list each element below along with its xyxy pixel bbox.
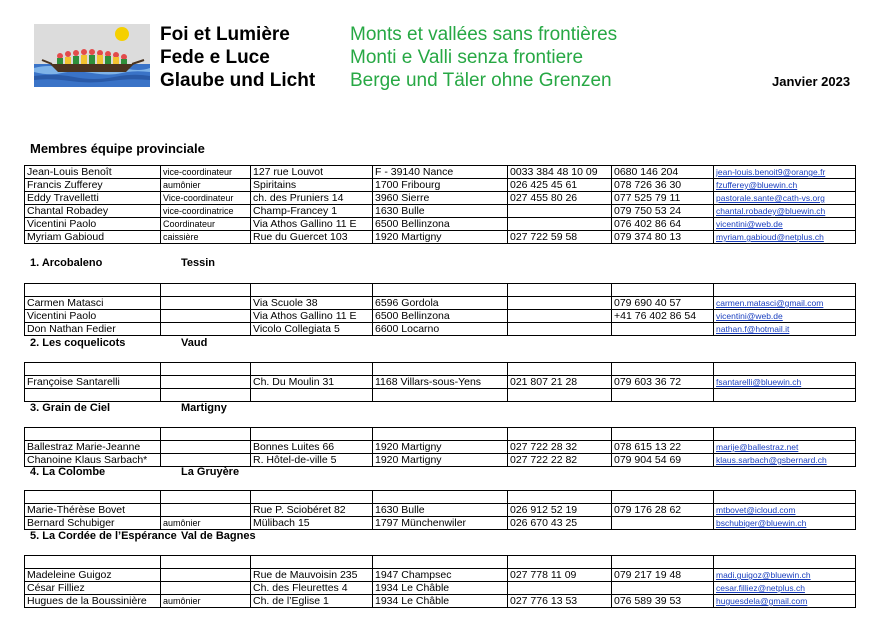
name-cell <box>25 428 161 441</box>
group-region: Martigny <box>181 402 227 414</box>
phone-cell <box>508 205 612 218</box>
email-cell[interactable]: jean-louis.benoit9@orange.fr <box>714 166 856 179</box>
mobile-cell <box>612 284 714 297</box>
address-cell: Champ-Francey 1 <box>251 205 373 218</box>
address-cell: Via Scuole 38 <box>251 297 373 310</box>
city-cell: 1920 Martigny <box>373 231 508 244</box>
name-cell <box>25 284 161 297</box>
table-row-blank <box>25 428 856 441</box>
group-name: 4. La Colombe <box>30 466 106 478</box>
role-cell: aumônier <box>161 595 251 608</box>
phone-cell <box>508 310 612 323</box>
email-cell[interactable]: vicentini@web.de <box>714 310 856 323</box>
motto-it: Monti e Valli senza frontiere <box>350 47 584 68</box>
table-row <box>25 323 856 336</box>
name-cell: Vicentini Paolo <box>25 218 161 231</box>
phone-cell: 026 670 43 25 <box>508 517 612 530</box>
mobile-cell: 079 690 40 57 <box>612 297 714 310</box>
role-cell: vice-coordinatrice <box>161 205 251 218</box>
role-cell <box>161 569 251 582</box>
table-row <box>25 569 856 582</box>
role-cell <box>161 297 251 310</box>
mobile-cell: 079 217 19 48 <box>612 569 714 582</box>
table-row <box>25 310 856 323</box>
table-row <box>25 441 856 454</box>
city-cell: 6500 Bellinzona <box>373 310 508 323</box>
address-cell <box>251 389 373 402</box>
phone-cell: 027 722 22 82 <box>508 454 612 467</box>
phone-cell <box>508 389 612 402</box>
address-cell <box>251 428 373 441</box>
name-cell: Ballestraz Marie-Jeanne <box>25 441 161 454</box>
role-cell: caissière <box>161 231 251 244</box>
group-heading <box>30 337 208 349</box>
email-cell <box>714 284 856 297</box>
role-cell: Vice-coordinateur <box>161 192 251 205</box>
address-cell <box>251 284 373 297</box>
email-cell <box>714 389 856 402</box>
address-cell: 127 rue Louvot <box>251 166 373 179</box>
mobile-cell <box>612 582 714 595</box>
group-name: 2. Les coquelicots <box>30 337 126 349</box>
email-cell[interactable]: nathan.f@hotmail.it <box>714 323 856 336</box>
mobile-cell: 076 402 86 64 <box>612 218 714 231</box>
city-cell <box>373 556 508 569</box>
mobile-cell <box>612 389 714 402</box>
role-cell: aumônier <box>161 179 251 192</box>
mobile-cell: 077 525 79 11 <box>612 192 714 205</box>
group-table <box>24 555 856 608</box>
email-cell <box>714 556 856 569</box>
email-cell[interactable]: chantal.robadey@bluewin.ch <box>714 205 856 218</box>
city-cell: 1630 Bulle <box>373 504 508 517</box>
city-cell: 1797 Münchenwiler <box>373 517 508 530</box>
address-cell: Rue de Mauvoisin 235 <box>251 569 373 582</box>
city-cell: 6596 Gordola <box>373 297 508 310</box>
city-cell: 1934 Le Châble <box>373 582 508 595</box>
table-row-blank <box>25 363 856 376</box>
table-row <box>25 582 856 595</box>
email-cell <box>714 363 856 376</box>
table-row <box>25 192 856 205</box>
table-row <box>25 218 856 231</box>
phone-cell: 027 455 80 26 <box>508 192 612 205</box>
org-name-fr: Foi et Lumière <box>160 24 290 45</box>
mobile-cell: +41 76 402 86 54 <box>612 310 714 323</box>
city-cell <box>373 491 508 504</box>
group-region: Val de Bagnes <box>181 530 256 542</box>
address-cell: Via Athos Gallino 11 E <box>251 218 373 231</box>
name-cell: Francis Zufferey <box>25 179 161 192</box>
mobile-cell <box>612 556 714 569</box>
phone-cell <box>508 582 612 595</box>
group-region: Vaud <box>181 337 208 349</box>
name-cell: Jean-Louis Benoît <box>25 166 161 179</box>
city-cell: 6600 Locarno <box>373 323 508 336</box>
address-cell: Mülibach 15 <box>251 517 373 530</box>
city-cell: 1630 Bulle <box>373 205 508 218</box>
group-region: La Gruyère <box>181 466 240 478</box>
address-cell: Ch. de l’Eglise 1 <box>251 595 373 608</box>
email-cell[interactable]: bschubiger@bluewin.ch <box>714 517 856 530</box>
email-cell[interactable]: vicentini@web.de <box>714 218 856 231</box>
address-cell: Vicolo Collegiata 5 <box>251 323 373 336</box>
role-cell <box>161 491 251 504</box>
mobile-cell: 078 726 36 30 <box>612 179 714 192</box>
name-cell: Myriam Gabioud <box>25 231 161 244</box>
phone-cell: 026 425 45 61 <box>508 179 612 192</box>
city-cell: 1700 Fribourg <box>373 179 508 192</box>
role-cell: aumônier <box>161 517 251 530</box>
name-cell <box>25 556 161 569</box>
role-cell <box>161 389 251 402</box>
name-cell: Don Nathan Fedier <box>25 323 161 336</box>
mobile-cell: 078 615 13 22 <box>612 441 714 454</box>
name-cell: Marie-Thérèse Bovet <box>25 504 161 517</box>
mobile-cell: 079 603 36 72 <box>612 376 714 389</box>
city-cell <box>373 389 508 402</box>
role-cell <box>161 284 251 297</box>
name-cell <box>25 491 161 504</box>
role-cell <box>161 454 251 467</box>
address-cell: Rue du Guercet 103 <box>251 231 373 244</box>
group-heading <box>30 466 240 478</box>
name-cell: Vicentini Paolo <box>25 310 161 323</box>
address-cell <box>251 491 373 504</box>
foi-et-lumiere-logo <box>34 24 150 87</box>
provincial-team-table <box>24 165 856 244</box>
address-cell: Spiritains <box>251 179 373 192</box>
role-cell <box>161 376 251 389</box>
organization-names <box>160 23 315 92</box>
email-cell[interactable]: mtbovet@icloud.com <box>714 504 856 517</box>
city-cell: 1920 Martigny <box>373 441 508 454</box>
mobile-cell <box>612 517 714 530</box>
email-cell[interactable]: myriam.gabioud@netplus.ch <box>714 231 856 244</box>
address-cell: Bonnes Luites 66 <box>251 441 373 454</box>
address-cell: Ch. des Fleurettes 4 <box>251 582 373 595</box>
mobile-cell: 079 904 54 69 <box>612 454 714 467</box>
mobile-cell <box>612 491 714 504</box>
mobile-cell: 079 750 53 24 <box>612 205 714 218</box>
city-cell: 3960 Sierre <box>373 192 508 205</box>
phone-cell: 027 778 11 09 <box>508 569 612 582</box>
city-cell: F - 39140 Nance <box>373 166 508 179</box>
email-cell <box>714 428 856 441</box>
table-row <box>25 595 856 608</box>
name-cell: César Filliez <box>25 582 161 595</box>
org-name-it: Fede e Luce <box>160 47 270 68</box>
table-row <box>25 166 856 179</box>
city-cell: 1920 Martigny <box>373 454 508 467</box>
phone-cell: 021 807 21 28 <box>508 376 612 389</box>
mobile-cell: 076 589 39 53 <box>612 595 714 608</box>
table-row-blank <box>25 389 856 402</box>
email-cell[interactable]: klaus.sarbach@gsbernard.ch <box>714 454 856 467</box>
role-cell <box>161 582 251 595</box>
phone-cell: 027 722 28 32 <box>508 441 612 454</box>
motto-fr: Monts et vallées sans frontières <box>350 24 618 45</box>
table-row <box>25 231 856 244</box>
name-cell <box>25 389 161 402</box>
table-row <box>25 205 856 218</box>
phone-cell: 027 722 59 58 <box>508 231 612 244</box>
province-motto <box>350 23 617 92</box>
address-cell <box>251 556 373 569</box>
city-cell: 6500 Bellinzona <box>373 218 508 231</box>
email-cell[interactable]: marije@ballestraz.net <box>714 441 856 454</box>
table-row <box>25 179 856 192</box>
city-cell: 1947 Champsec <box>373 569 508 582</box>
address-cell: Via Athos Gallino 11 E <box>251 310 373 323</box>
role-cell: vice-coordinateur <box>161 166 251 179</box>
group-heading <box>30 402 227 414</box>
group-heading <box>30 257 216 269</box>
provincial-team-title: Membres équipe provinciale <box>30 141 205 156</box>
name-cell <box>25 363 161 376</box>
city-cell <box>373 284 508 297</box>
table-row-blank <box>25 556 856 569</box>
group-name: 3. Grain de Ciel <box>30 402 111 414</box>
address-cell: Ch. Du Moulin 31 <box>251 376 373 389</box>
table-row <box>25 517 856 530</box>
city-cell: 1168 Villars-sous-Yens <box>373 376 508 389</box>
mobile-cell: 079 374 80 13 <box>612 231 714 244</box>
phone-cell <box>508 284 612 297</box>
table-row-blank <box>25 284 856 297</box>
mobile-cell <box>612 323 714 336</box>
phone-cell: 0033 384 48 10 09 <box>508 166 612 179</box>
address-cell: Rue P. Sciobéret 82 <box>251 504 373 517</box>
motto-de: Berge und Täler ohne Grenzen <box>350 70 612 91</box>
phone-cell <box>508 556 612 569</box>
address-cell: R. Hôtel-de-ville 5 <box>251 454 373 467</box>
table-row <box>25 504 856 517</box>
group-region: Tessin <box>181 257 216 269</box>
name-cell: Madeleine Guigoz <box>25 569 161 582</box>
mobile-cell <box>612 363 714 376</box>
group-table <box>24 283 856 336</box>
table-row <box>25 376 856 389</box>
role-cell <box>161 504 251 517</box>
group-name: 5. La Cordée de l’Espérance <box>30 530 177 542</box>
table-row-blank <box>25 491 856 504</box>
document-date: Janvier 2023 <box>772 74 851 89</box>
phone-cell <box>508 363 612 376</box>
mobile-cell <box>612 428 714 441</box>
group-name: 1. Arcobaleno <box>30 257 103 269</box>
table-row <box>25 297 856 310</box>
email-cell[interactable]: huguesdela@gmail.com <box>714 595 856 608</box>
group-table <box>24 427 856 467</box>
name-cell: Eddy Travelletti <box>25 192 161 205</box>
email-cell[interactable]: cesar.filliez@netplus.ch <box>714 582 856 595</box>
email-cell <box>714 491 856 504</box>
name-cell: Bernard Schubiger <box>25 517 161 530</box>
name-cell: Hugues de la Boussinière <box>25 595 161 608</box>
name-cell: Chantal Robadey <box>25 205 161 218</box>
group-table <box>24 362 856 402</box>
group-table <box>24 490 856 530</box>
email-cell[interactable]: fzufferey@bluewin.ch <box>714 179 856 192</box>
email-cell[interactable]: carmen.matasci@gmail.com <box>714 297 856 310</box>
role-cell <box>161 310 251 323</box>
role-cell <box>161 428 251 441</box>
email-cell[interactable]: madi.guigoz@bluewin.ch <box>714 569 856 582</box>
phone-cell <box>508 297 612 310</box>
address-cell: ch. des Pruniers 14 <box>251 192 373 205</box>
name-cell: Françoise Santarelli <box>25 376 161 389</box>
email-cell[interactable]: pastorale.sante@cath-vs.org <box>714 192 856 205</box>
name-cell: Carmen Matasci <box>25 297 161 310</box>
address-cell <box>251 363 373 376</box>
phone-cell <box>508 428 612 441</box>
role-cell <box>161 441 251 454</box>
city-cell <box>373 428 508 441</box>
email-cell[interactable]: fsantarelli@bluewin.ch <box>714 376 856 389</box>
role-cell <box>161 556 251 569</box>
phone-cell: 026 912 52 19 <box>508 504 612 517</box>
role-cell <box>161 363 251 376</box>
city-cell <box>373 363 508 376</box>
phone-cell <box>508 218 612 231</box>
group-heading <box>30 530 256 542</box>
org-name-de: Glaube und Licht <box>160 70 316 91</box>
phone-cell <box>508 323 612 336</box>
city-cell: 1934 Le Châble <box>373 595 508 608</box>
table-row <box>25 454 856 467</box>
mobile-cell: 079 176 28 62 <box>612 504 714 517</box>
phone-cell: 027 776 13 53 <box>508 595 612 608</box>
phone-cell <box>508 491 612 504</box>
role-cell <box>161 323 251 336</box>
mobile-cell: 0680 146 204 <box>612 166 714 179</box>
role-cell: Coordinateur <box>161 218 251 231</box>
name-cell: Chanoine Klaus Sarbach* <box>25 454 161 467</box>
